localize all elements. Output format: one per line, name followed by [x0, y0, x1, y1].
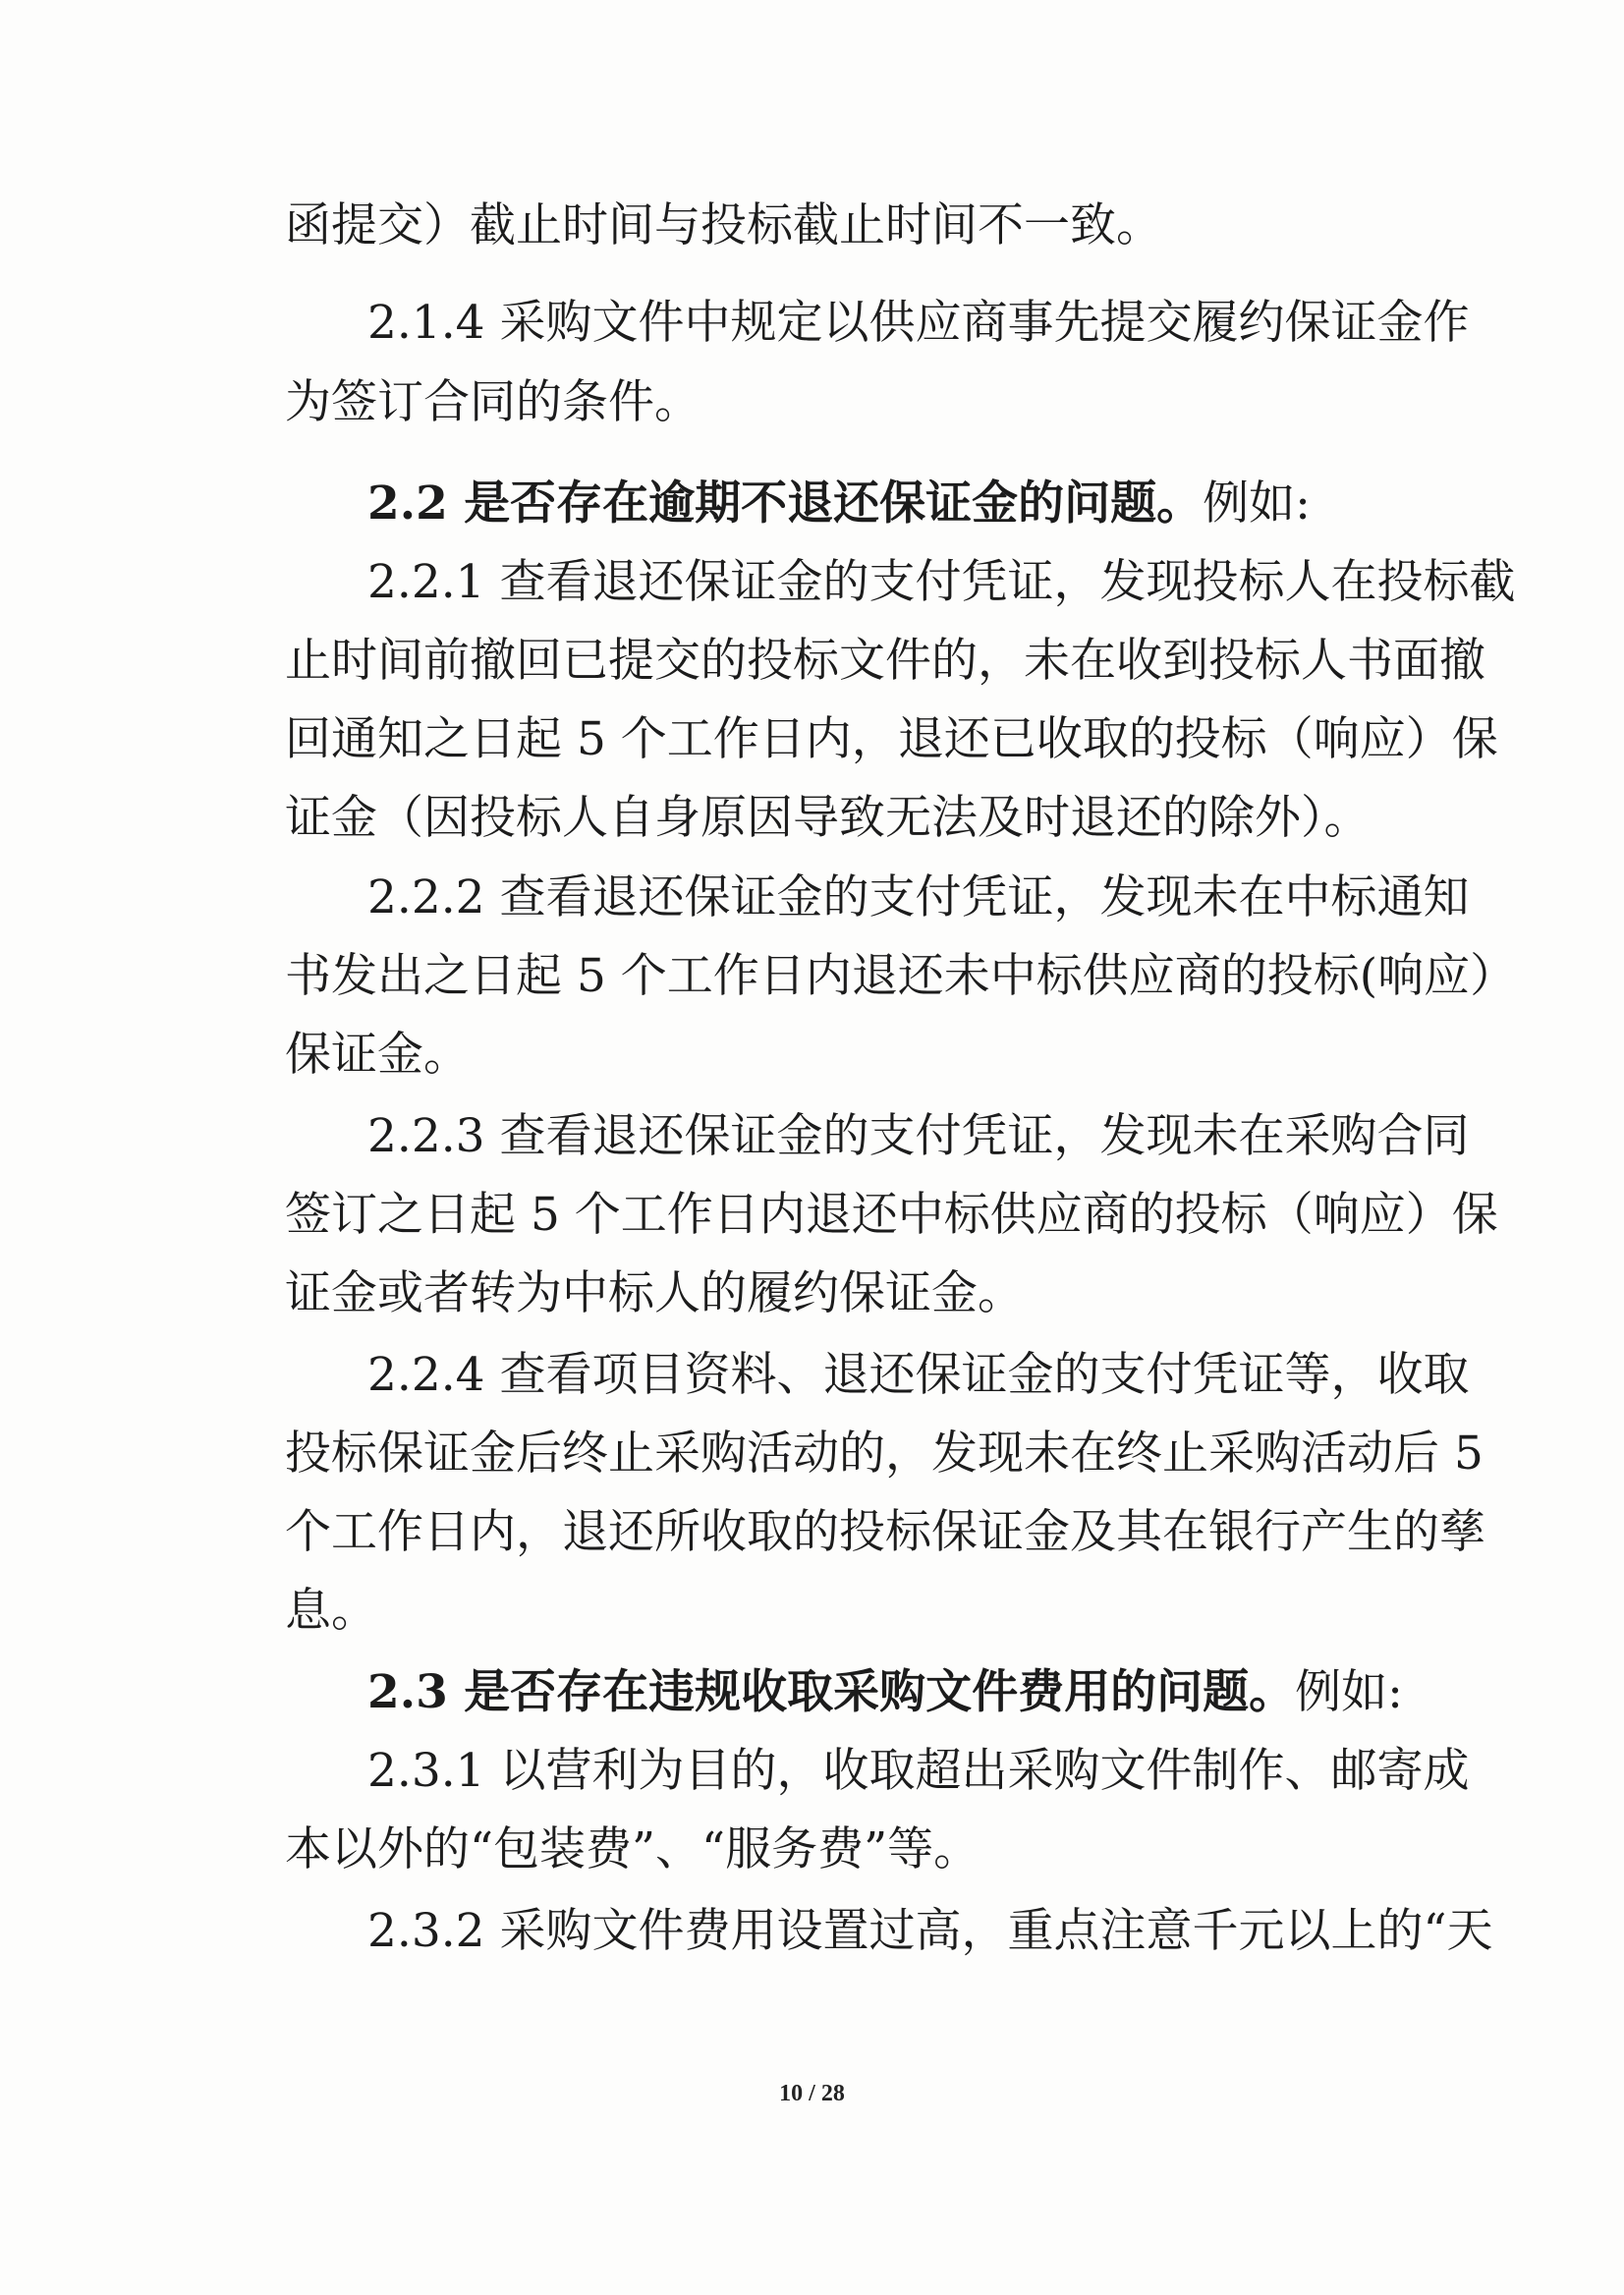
text-line-8: 证金（因投标人自身原因导致无法及时退还的除外）。: [285, 791, 1371, 845]
text-line-3: 为签订合同的条件。: [285, 375, 700, 429]
text-line-22: 2.3.2 采购文件费用设置过高，重点注意千元以上的“天: [367, 1904, 1493, 1958]
text-line-1: 函提交）截止时间与投标截止时间不一致。: [285, 198, 1162, 252]
section-heading-2-3: [285, 1663, 1403, 1722]
section-heading-bold: 2.2 是否存在逾期不退还保证金的问题。: [367, 476, 1204, 531]
section-heading-tail: 例如:: [1203, 476, 1311, 531]
text-line-2: 2.1.4 采购文件中规定以供应商事先提交履约保证金作: [367, 296, 1470, 350]
text-line-7: 回通知之日起 5 个工作日内，退还已收取的投标（响应）保: [285, 712, 1498, 766]
text-line-5: 2.2.1 查看退还保证金的支付凭证，发现投标人在投标截: [367, 555, 1516, 609]
text-line-20: 2.3.1 以营利为目的，收取超出采购文件制作、邮寄成: [367, 1744, 1470, 1798]
text-line-21: 本以外的“包装费”、“服务费”等。: [285, 1822, 980, 1876]
text-line-10: 书发出之日起 5 个工作日内退还未中标供应商的投标(响应）: [285, 949, 1517, 1003]
text-line-9: 2.2.2 查看退还保证金的支付凭证，发现未在中标通知: [367, 870, 1470, 924]
section-heading-2-2: [285, 475, 1375, 533]
text-line-11: 保证金。: [285, 1028, 470, 1082]
page-number: 10 / 28: [779, 2081, 845, 2106]
text-line-6: 止时间前撤回已提交的投标文件的，未在收到投标人书面撤: [285, 634, 1485, 688]
text-line-12: 2.2.3 查看退还保证金的支付凭证，发现未在采购合同: [367, 1109, 1470, 1163]
text-line-15: 2.2.4 查看项目资料、退还保证金的支付凭证等，收取: [367, 1348, 1470, 1402]
section-heading-bold: 2.3 是否存在违规收取采购文件费用的问题。: [367, 1665, 1296, 1719]
text-line-13: 签订之日起 5 个工作日内退还中标供应商的投标（响应）保: [285, 1188, 1498, 1242]
text-line-14: 证金或者转为中标人的履约保证金。: [285, 1266, 1024, 1320]
text-line-16: 投标保证金后终止采购活动的，发现未在终止采购活动后 5: [285, 1427, 1484, 1481]
text-line-18: 息。: [285, 1584, 377, 1638]
section-heading-tail: 例如:: [1295, 1665, 1403, 1719]
text-line-17: 个工作日内，退还所收取的投标保证金及其在银行产生的孳: [285, 1505, 1485, 1559]
